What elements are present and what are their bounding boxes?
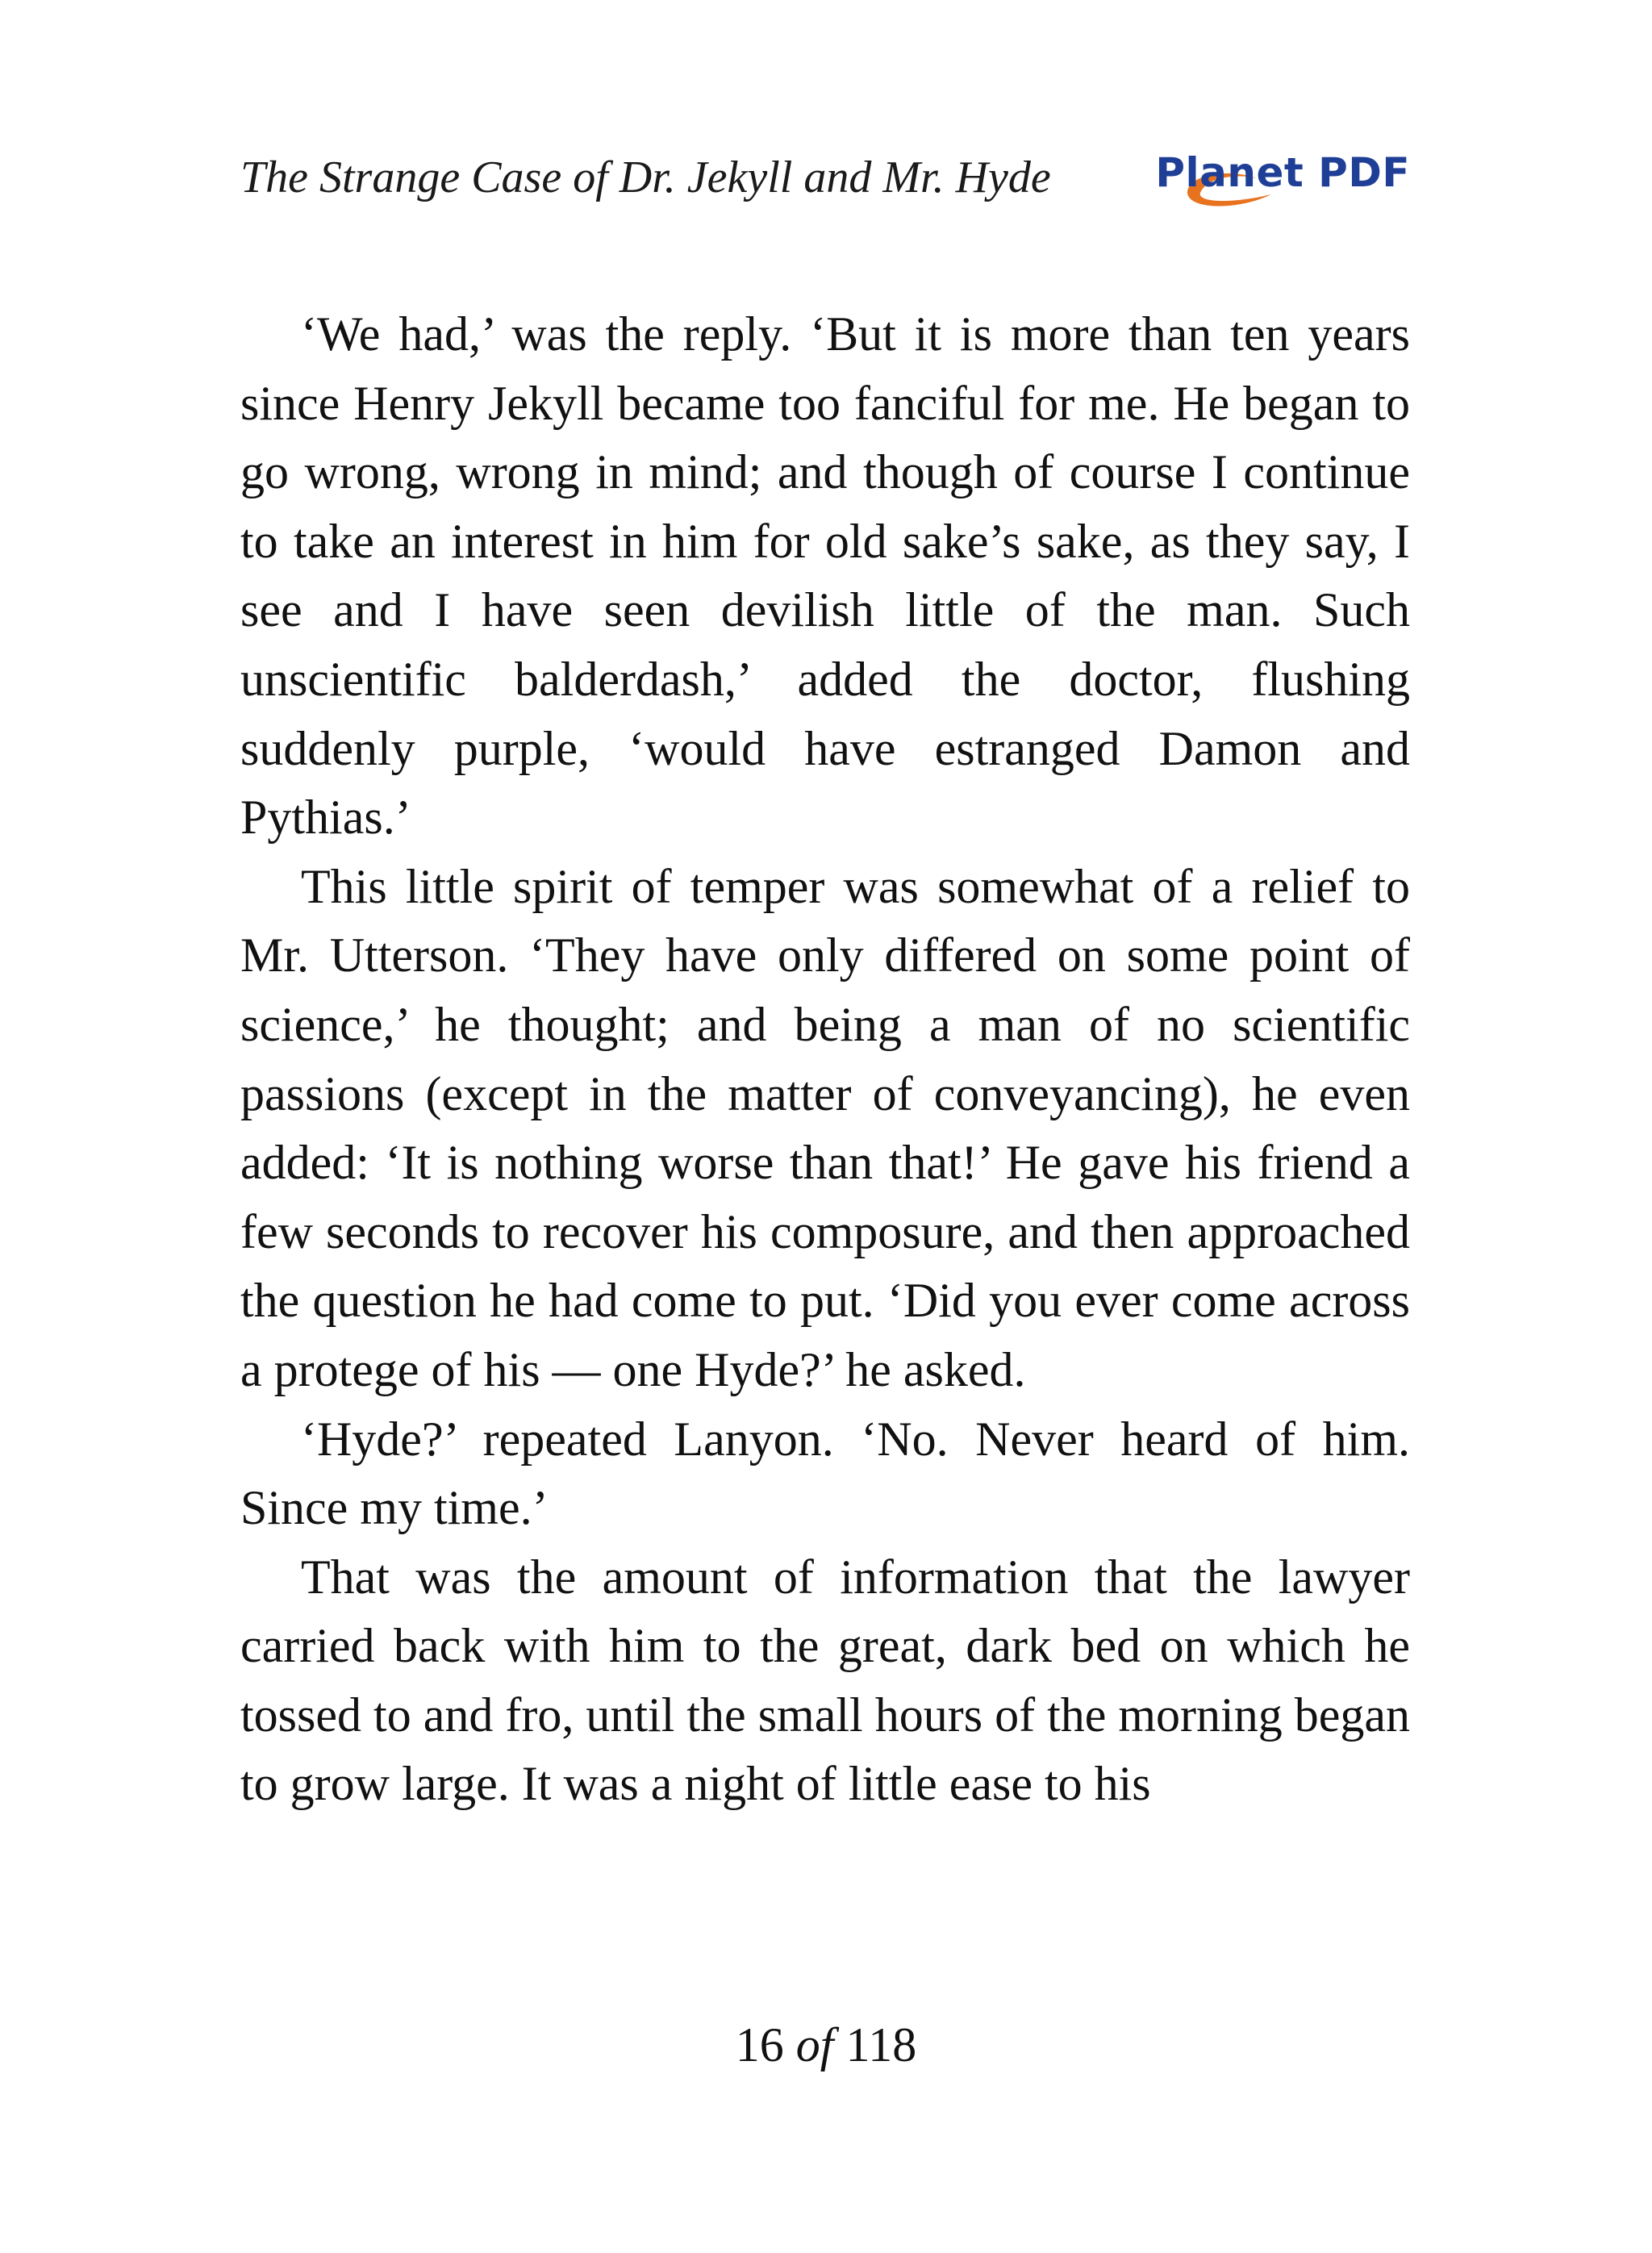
of-label: of [795,2018,834,2072]
brand-name: Planet PDF [1155,149,1410,196]
body-text [240,300,1410,1819]
paragraph: ‘Hyde?’ repeated Lanyon. ‘No. Never heard of him. Since my time.’ [240,1412,1410,1535]
total-pages: 118 [845,2018,917,2072]
current-page: 16 [735,2018,784,2072]
book-title: The Strange Case of Dr. Jekyll and Mr. Hyde [240,152,1051,202]
page-number [0,2017,1652,2073]
paragraph: ‘We had,’ was the reply. ‘But it is more than ten years since Henry Jekyll became too fanciful for me. He began to go wrong, wrong in mind; and though of course I continue to take an interest in him for old sake’s sake, as they say, I see and I have seen devilish little of the man. Such unscientific balderdash,’ added the doctor, flushing suddenly purple, ‘would have estranged Damon and Pythias.’ [240,307,1410,845]
planet-pdf-logo [1155,144,1410,209]
paragraph: This little spirit of temper was somewhat of a relief to Mr. Utterson. ‘They have only differed on some point of science,’ he thought; and being a man of no scientific passions (except in the matter of conveyancing), he even added: ‘It is nothing worse than that!’ He gave his friend a few seconds to recover his composure, and then approached the question he had come to put. ‘Did you ever come across a protege of his — one Hyde?’ he asked. [240,859,1410,1396]
page-header [240,149,1410,214]
paragraph: That was the amount of information that the lawyer carried back with him to the great, dark bed on which he tossed to and fro, until the small hours of the morning began to grow large. It was a night of little ease to his [240,1550,1410,1811]
